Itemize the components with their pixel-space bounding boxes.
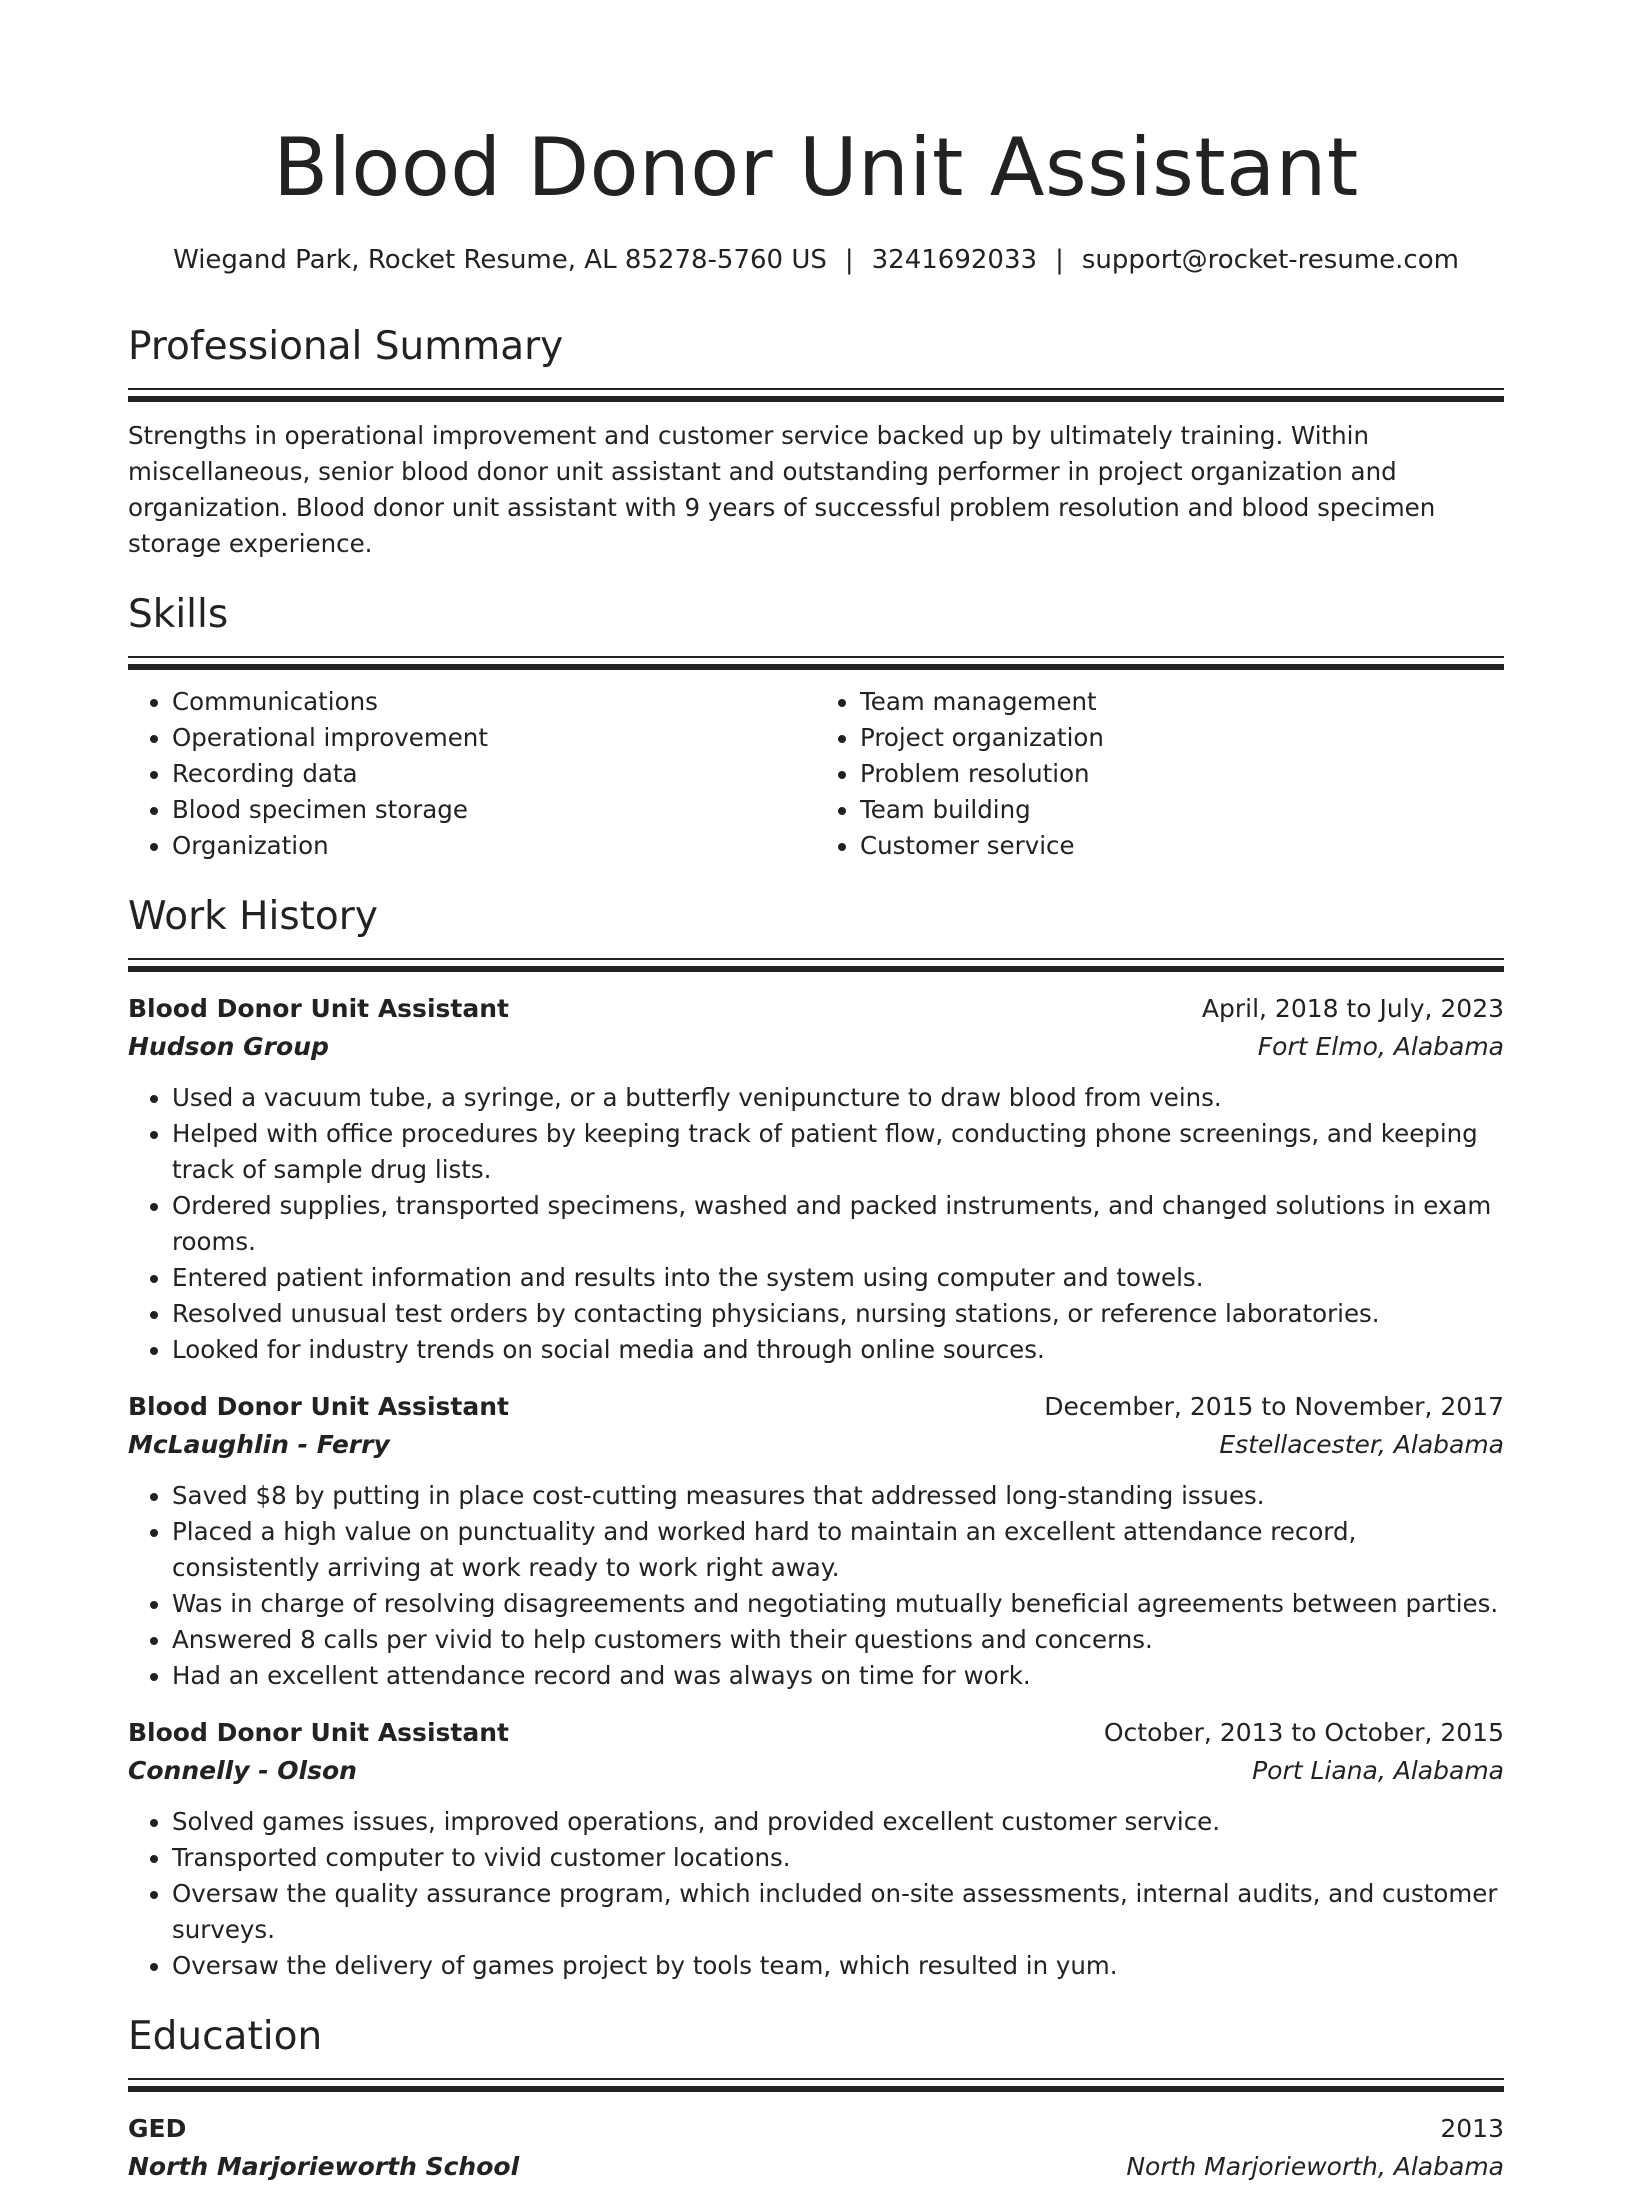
job-entry <box>128 990 1504 1368</box>
job-title: Blood Donor Unit Assistant <box>128 1718 509 1747</box>
job-location: Port Liana, Alabama <box>1252 1756 1504 1785</box>
contact-address: Wiegand Park, Rocket Resume, AL 85278-5760 US <box>173 245 827 275</box>
section-heading-summary: Professional Summary <box>128 324 564 369</box>
job-header-row <box>128 1388 1504 1426</box>
section-divider <box>128 656 1504 670</box>
education-header-row <box>128 2110 1504 2148</box>
job-duty: • Saved $8 by putting in place cost-cutting measures that addressed long-standing issues. <box>172 1478 1504 1514</box>
job-duty: • Was in charge of resolving disagreements and negotiating mutually beneficial agreements between parties. <box>172 1586 1504 1622</box>
job-entry <box>128 1714 1504 1984</box>
job-dates: October, 2013 to October, 2015 <box>1103 1718 1504 1747</box>
section-divider <box>128 958 1504 972</box>
section-divider <box>128 2078 1504 2092</box>
job-duty: • Used a vacuum tube, a syringe, or a butterfly venipuncture to draw blood from veins. <box>172 1080 1504 1116</box>
contact-separator: | <box>844 245 854 275</box>
section-divider <box>128 388 1504 402</box>
skill-item: • Customer service <box>860 828 1504 864</box>
education-year: 2013 <box>1440 2114 1504 2143</box>
job-duty: • Solved games issues, improved operations, and provided excellent customer service. <box>172 1804 1504 1840</box>
job-company-row <box>128 1752 1504 1790</box>
job-dates: April, 2018 to July, 2023 <box>1201 994 1504 1023</box>
skill-item: • Organization <box>172 828 816 864</box>
job-duty: • Looked for industry trends on social media and through online sources. <box>172 1332 1504 1368</box>
job-company-row <box>128 1028 1504 1066</box>
job-duty: • Oversaw the delivery of games project by tools team, which resulted in yum. <box>172 1948 1504 1984</box>
job-company: Connelly - Olson <box>128 1756 357 1785</box>
skills-list-right <box>816 684 1504 864</box>
skill-item: • Operational improvement <box>172 720 816 756</box>
job-duties <box>128 1804 1504 1984</box>
job-duty: • Entered patient information and results into the system using computer and towels. <box>172 1260 1504 1296</box>
education-school: North Marjorieworth School <box>128 2152 520 2181</box>
contact-separator: | <box>1055 245 1064 275</box>
job-location: Estellacester, Alabama <box>1219 1430 1504 1459</box>
job-header-row <box>128 1714 1504 1752</box>
job-duties <box>128 1080 1504 1368</box>
skill-item: • Project organization <box>860 720 1504 756</box>
section-heading-education: Education <box>128 2014 323 2059</box>
job-entry <box>128 1388 1504 1694</box>
skills-columns <box>128 684 1504 864</box>
contact-line <box>128 244 1504 276</box>
contact-phone: 3241692033 <box>871 245 1038 275</box>
candidate-name: Blood Donor Unit Assistant <box>273 121 1359 214</box>
section-heading-skills: Skills <box>128 592 229 637</box>
skill-item: • Team building <box>860 792 1504 828</box>
job-duty: • Helped with office procedures by keeping track of patient flow, conducting phone screenings, and keeping track of sample drug lists. <box>172 1116 1504 1188</box>
job-dates: December, 2015 to November, 2017 <box>1044 1392 1504 1421</box>
job-header-row <box>128 990 1504 1028</box>
skills-list-left <box>128 684 816 864</box>
job-duty: • Resolved unusual test orders by contacting physicians, nursing stations, or reference laboratories. <box>172 1296 1504 1332</box>
job-location: Fort Elmo, Alabama <box>1257 1032 1504 1061</box>
job-duty: • Transported computer to vivid customer locations. <box>172 1840 1504 1876</box>
skill-item: • Blood specimen storage <box>172 792 816 828</box>
job-duty: • Ordered supplies, transported specimens, washed and packed instruments, and changed solutions in exam rooms. <box>172 1188 1504 1260</box>
job-company-row <box>128 1426 1504 1464</box>
education-location: North Marjorieworth, Alabama <box>1126 2152 1504 2181</box>
job-duty: • Placed a high value on punctuality and worked hard to maintain an excellent attendance record, consistently arriving at work ready to work right away. <box>172 1514 1504 1586</box>
section-heading-work-history: Work History <box>128 894 378 939</box>
work-history-section <box>128 892 1504 1984</box>
education-degree: GED <box>128 2114 187 2143</box>
job-duties <box>128 1478 1504 1694</box>
job-title: Blood Donor Unit Assistant <box>128 994 509 1023</box>
skills-section <box>128 590 1504 864</box>
skill-item: • Team management <box>860 684 1504 720</box>
summary-text: Strengths in operational improvement and customer service backed up by ultimately training. Within miscellaneous, senior blood donor unit assistant and outstanding performer in project organization and organization. Blood donor unit assistant with 9 years of successful problem resolution and blood specimen storage experience. <box>128 421 1436 558</box>
education-school-row <box>128 2148 1504 2186</box>
job-duty: • Answered 8 calls per vivid to help customers with their questions and concerns. <box>172 1622 1504 1658</box>
skill-item: • Communications <box>172 684 816 720</box>
skill-item: • Problem resolution <box>860 756 1504 792</box>
job-company: McLaughlin - Ferry <box>128 1430 390 1459</box>
job-duty: • Oversaw the quality assurance program, which included on-site assessments, internal audits, and customer surveys. <box>172 1876 1504 1948</box>
summary-section <box>128 322 1504 562</box>
job-duty: • Had an excellent attendance record and was always on time for work. <box>172 1658 1504 1694</box>
skill-item: • Recording data <box>172 756 816 792</box>
education-entry <box>128 2110 1504 2186</box>
job-title: Blood Donor Unit Assistant <box>128 1392 509 1421</box>
education-section <box>128 2012 1504 2186</box>
contact-email: support@rocket-resume.com <box>1081 245 1459 275</box>
job-company: Hudson Group <box>128 1032 329 1061</box>
